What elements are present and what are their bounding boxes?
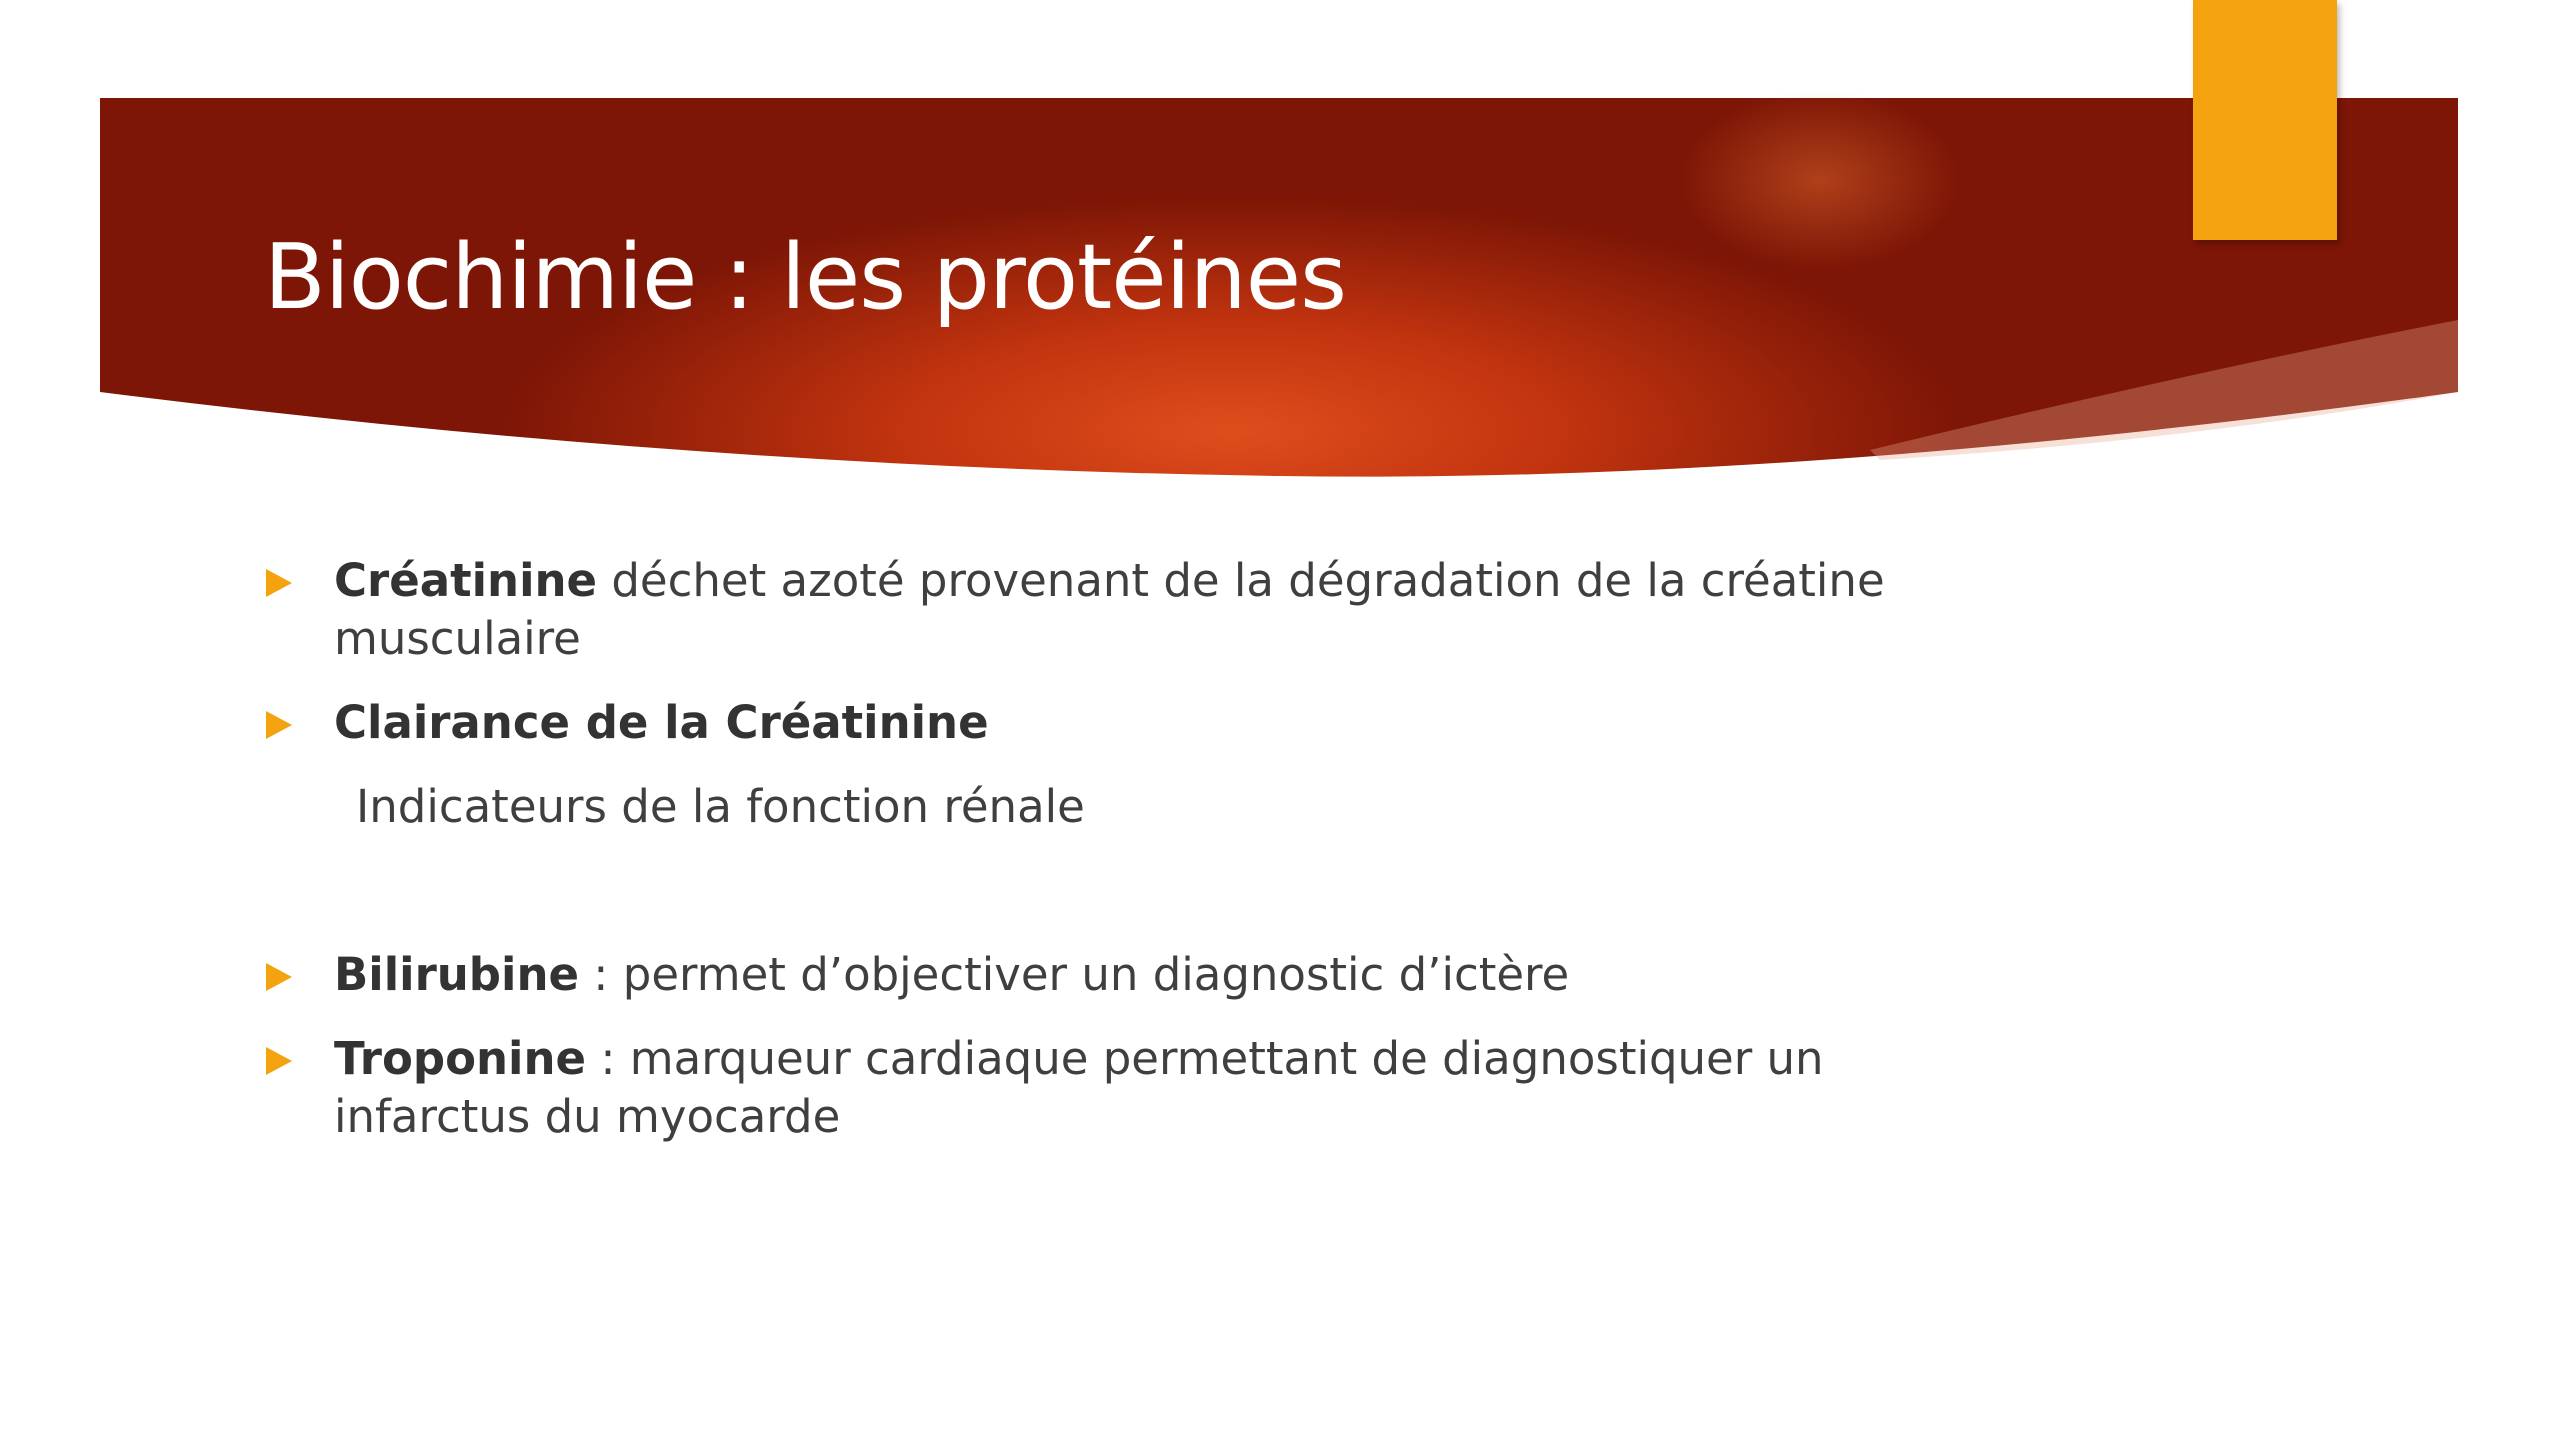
bullet-arrow-icon: [266, 1047, 292, 1075]
bullet-term: Troponine: [334, 1032, 587, 1085]
list-item: [260, 946, 2020, 1004]
bullet-arrow-icon: [266, 569, 292, 597]
list-item: [260, 694, 2020, 752]
bullet-text: : marqueur cardiaque permettant de diagnostiquer un infarctus du myocarde: [334, 1032, 1824, 1143]
bullet-arrow-icon: [266, 963, 292, 991]
bullet-arrow-icon: [266, 711, 292, 739]
bullet-term: Clairance de la Créatinine: [334, 696, 989, 749]
bullet-text: : permet d’objectiver un diagnostic d’ictère: [579, 948, 1570, 1001]
accent-tab: [2193, 0, 2337, 240]
list-item: [260, 552, 2020, 668]
slide-title: Biochimie : les protéines: [264, 225, 1346, 330]
bullet-term: Bilirubine: [334, 948, 579, 1001]
list-item: [260, 1030, 2020, 1146]
bullet-term: Créatinine: [334, 554, 598, 607]
bullet-text: déchet azoté provenant de la dégradation de la créatine musculaire: [334, 554, 1885, 665]
bullet-list: [260, 552, 2020, 1146]
sub-note: Indicateurs de la fonction rénale: [356, 780, 1085, 833]
